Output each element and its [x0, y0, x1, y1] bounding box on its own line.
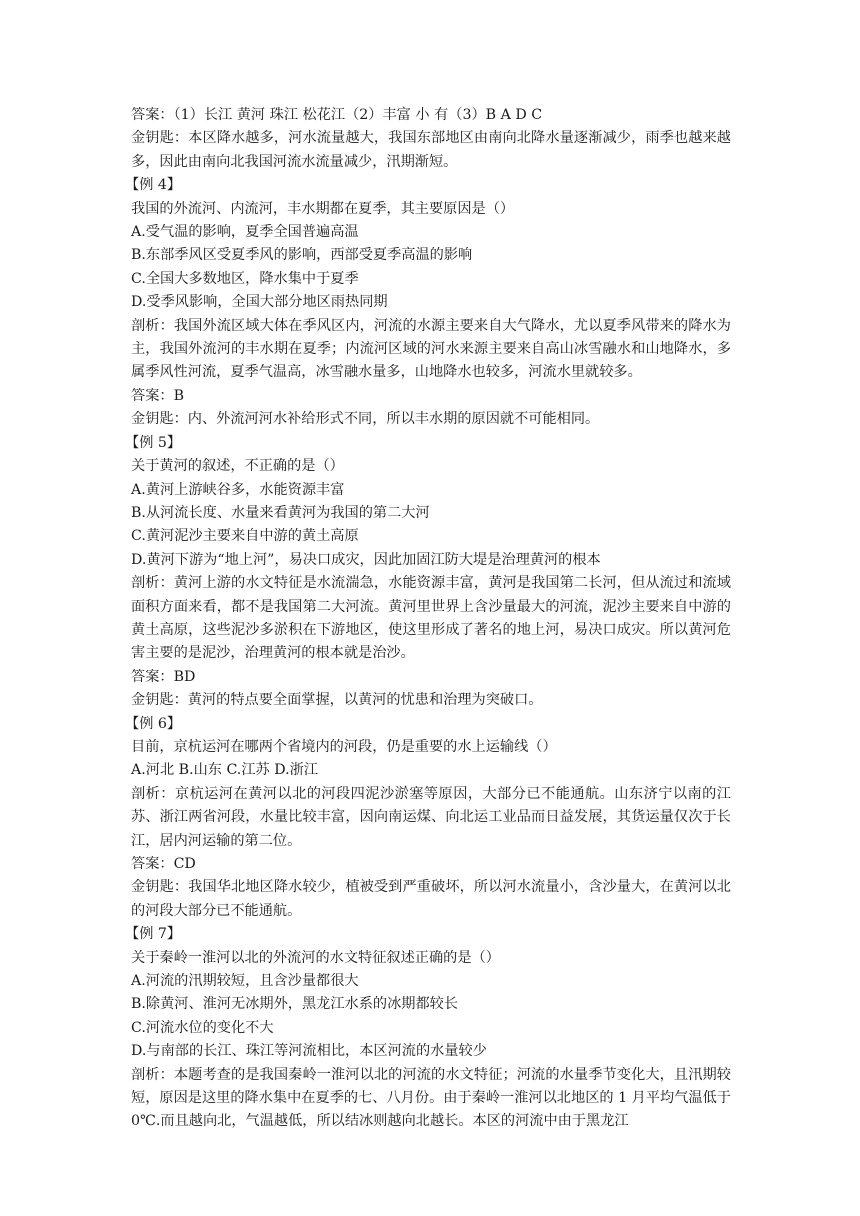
document-body: [125, 104, 731, 1134]
option-b-ex7: B.除黄河、淮河无冰期外，黑龙江水系的冰期都较长: [131, 996, 459, 1013]
analysis-ex6: 剖析：京杭运河在黄河以北的河段四泥沙淤塞等原因，大部分已不能通航。山东济宁以南的江苏、浙江两省河段，水量比较丰富，因向南运煤、向北运工业品而日益发展，其货运量仅次于长江，居内河运输的第二位。: [131, 785, 731, 849]
option-b-ex5: B.从河流长度、水量来看黄河为我国的第二大河: [131, 504, 430, 521]
question-ex6: 目前，京杭运河在哪两个省境内的河段，仍是重要的水上运输线（）: [131, 738, 557, 755]
option-a-ex5: A.黄河上游峡谷多，水能资源丰富: [131, 481, 345, 498]
option-d-ex5: D.黄河下游为“地上河”，易决口成灾，因此加固江防大堤是治理黄河的根本: [131, 551, 601, 568]
example-4-heading: 【例 4】: [125, 177, 182, 194]
option-d-ex7: D.与南部的长江、珠江等河流相比，本区河流的水量较少: [131, 1043, 487, 1060]
question-ex5: 关于黄河的叙述，不正确的是（）: [131, 458, 344, 475]
answer-ex6: 答案：CD: [131, 856, 196, 872]
analysis-ex5: 剖析：黄河上游的水文特征是水流湍急，水能资源丰富，黄河是我国第二长河，但从流过和流域面积方面来看，都不是我国第二大河流。黄河里世界上含沙量最大的河流，泥沙主要来自中游的黄土高原，这些泥沙多淤积在下游地区，使这里形成了著名的地上河，易决口成灾。所以黄河危害主要的是泥沙，治理黄河的根本就是治沙。: [131, 575, 731, 662]
key-point-ex3: 金钥匙：本区降水越多，河水流量越大，我国东部地区由南向北降水量逐渐减少，雨季也越来越多，因此由南向北我国河流水流量减少，汛期渐短。: [131, 130, 731, 170]
example-7-heading: 【例 7】: [125, 926, 182, 943]
analysis-ex7: 剖析：本题考查的是我国秦岭一淮河以北的河流的水文特征；河流的水量季节变化大，且汛期较短，原因是这里的降水集中在夏季的七、八月份。由于秦岭一淮河以北地区的 1 月平均气温低于 0℃.而且越向北，气温越低，所以结冰则越向北越长。本区的河流中由于黑龙江: [131, 1066, 731, 1130]
key-point-ex6: 金钥匙：我国华北地区降水较少，植被受到严重破坏，所以河水流量小，含沙量大，在黄河以北的河段大部分已不能通航。: [131, 879, 731, 919]
option-a-ex7: A.河流的汛期较短，且含沙量都很大: [131, 973, 359, 990]
option-c-ex7: C.河流水位的变化不大: [131, 1019, 274, 1036]
option-b-ex4: B.东部季风区受夏季风的影响，西部受夏季高温的影响: [131, 247, 473, 264]
option-c-ex4: C.全国大多数地区，降水集中于夏季: [131, 270, 359, 287]
option-d-ex4: D.受季风影响，全国大部分地区雨热同期: [131, 294, 388, 311]
example-6-heading: 【例 6】: [125, 715, 182, 732]
key-point-ex5: 金钥匙：黄河的特点要全面掌握，以黄河的忧患和治理为突破口。: [131, 692, 543, 709]
question-ex4: 我国的外流河、内流河，丰水期都在夏季，其主要原因是（）: [131, 200, 515, 217]
options-ex6: A.河北 B.山东 C.江苏 D.浙江: [131, 762, 318, 779]
answer-ex5: 答案：BD: [131, 668, 196, 685]
option-c-ex5: C.黄河泥沙主要来自中游的黄土高原: [131, 528, 359, 545]
option-a-ex4: A.受气温的影响，夏季全国普遍高温: [131, 224, 359, 241]
key-point-ex4: 金钥匙：内、外流河河水补给形式不同，所以丰水期的原因就不可能相同。: [131, 411, 600, 428]
answer-ex3: 答案：（1）长江 黄河 珠江 松花江（2）丰富 小 有（3）B A D C: [131, 107, 543, 123]
example-5-heading: 【例 5】: [125, 434, 182, 451]
question-ex7: 关于秦岭一淮河以北的外流河的水文特征叙述正确的是（）: [131, 949, 500, 966]
answer-ex4: 答案：B: [131, 387, 184, 404]
analysis-ex4: 剖析：我国外流区域大体在季风区内，河流的水源主要来自大气降水，尤以夏季风带来的降水为主，我国外流河的丰水期在夏季；内流河区域的河水来源主要来自高山冰雪融水和山地降水，多属季风性河流，夏季气温高，冰雪融水量多，山地降水也较多，河流水里就较多。: [131, 317, 731, 381]
